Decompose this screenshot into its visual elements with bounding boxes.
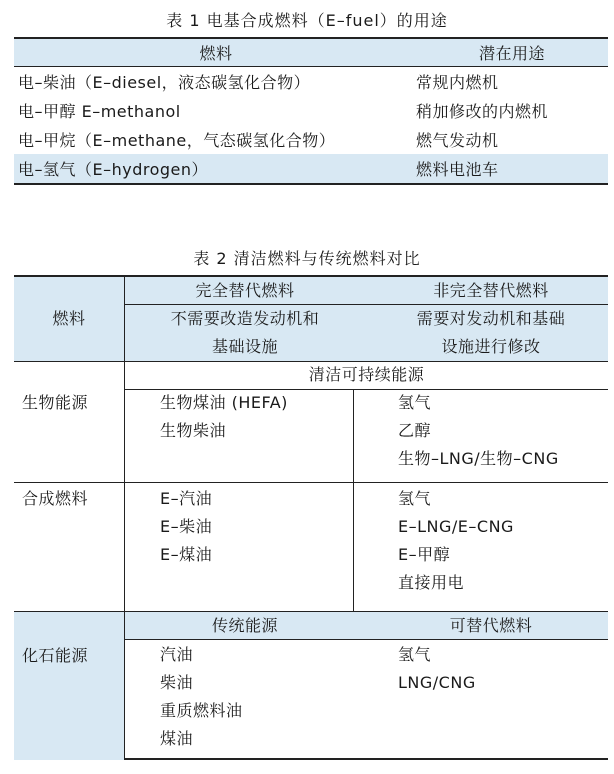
table1-cell-fuel: 电–甲烷（E–methane，气态碳氢化合物） bbox=[18, 131, 336, 150]
table1-cell-fuel: 电–氢气（E–hydrogen） bbox=[18, 160, 209, 179]
divider bbox=[353, 389, 354, 611]
bio-partial-list: 氢气 乙醇 生物–LNG/生物–CNG bbox=[398, 393, 559, 468]
alternative-list: 氢气 LNG/CNG bbox=[398, 645, 476, 692]
table1 bbox=[14, 37, 608, 185]
full-replace-header: 完全替代燃料 bbox=[195, 281, 295, 300]
fossil-label-band bbox=[14, 612, 124, 760]
synthetic-full-list: E–汽油 E–柴油 E–煤油 bbox=[160, 489, 213, 564]
fossil-energy-label: 化石能源 bbox=[22, 646, 89, 665]
full-replace-desc: 不需要改造发动机和 基础设施 bbox=[170, 309, 320, 356]
table1-header-fuel: 燃料 bbox=[199, 44, 233, 63]
table2 bbox=[14, 275, 608, 760]
table1-cell-use: 燃气发动机 bbox=[416, 131, 499, 150]
table1-cell-fuel: 电–甲醇 E–methanol bbox=[18, 102, 181, 121]
table-row bbox=[14, 125, 608, 154]
table1-cell-use: 常规内燃机 bbox=[416, 73, 499, 92]
synthetic-fuel-label: 合成燃料 bbox=[22, 489, 89, 508]
partial-replace-header: 非完全替代燃料 bbox=[433, 281, 549, 300]
bio-energy-label: 生物能源 bbox=[22, 393, 89, 412]
divider bbox=[14, 482, 608, 483]
synthetic-partial-list: 氢气 E–LNG/E–CNG E–甲醇 直接用电 bbox=[398, 489, 514, 592]
table-row bbox=[14, 96, 608, 125]
alternative-fuel-header: 可替代燃料 bbox=[449, 616, 533, 635]
table1-cell-use: 燃料电池车 bbox=[416, 160, 499, 179]
traditional-energy-header: 传统能源 bbox=[211, 616, 278, 635]
table1-header-use: 潜在用途 bbox=[478, 44, 545, 63]
table1-cell-use: 稍加修改的内燃机 bbox=[416, 102, 549, 121]
table-row bbox=[14, 67, 608, 96]
partial-replace-desc: 需要对发动机和基础 设施进行修改 bbox=[416, 309, 566, 356]
traditional-list: 汽油 柴油 重质燃料油 煤油 bbox=[160, 645, 243, 748]
table-row bbox=[14, 154, 608, 183]
table2-caption: 表 2 清洁燃料与传统燃料对比 bbox=[193, 249, 421, 268]
fuel-header: 燃料 bbox=[52, 309, 86, 328]
table1-caption: 表 1 电基合成燃料（E–fuel）的用途 bbox=[166, 11, 448, 30]
bio-full-list: 生物煤油 (HEFA) 生物柴油 bbox=[160, 393, 288, 440]
clean-energy-header: 清洁可持续能源 bbox=[308, 365, 425, 384]
table1-cell-fuel: 电–柴油（E–diesel，液态碳氢化合物） bbox=[18, 73, 311, 92]
table1-header-row bbox=[14, 39, 608, 67]
